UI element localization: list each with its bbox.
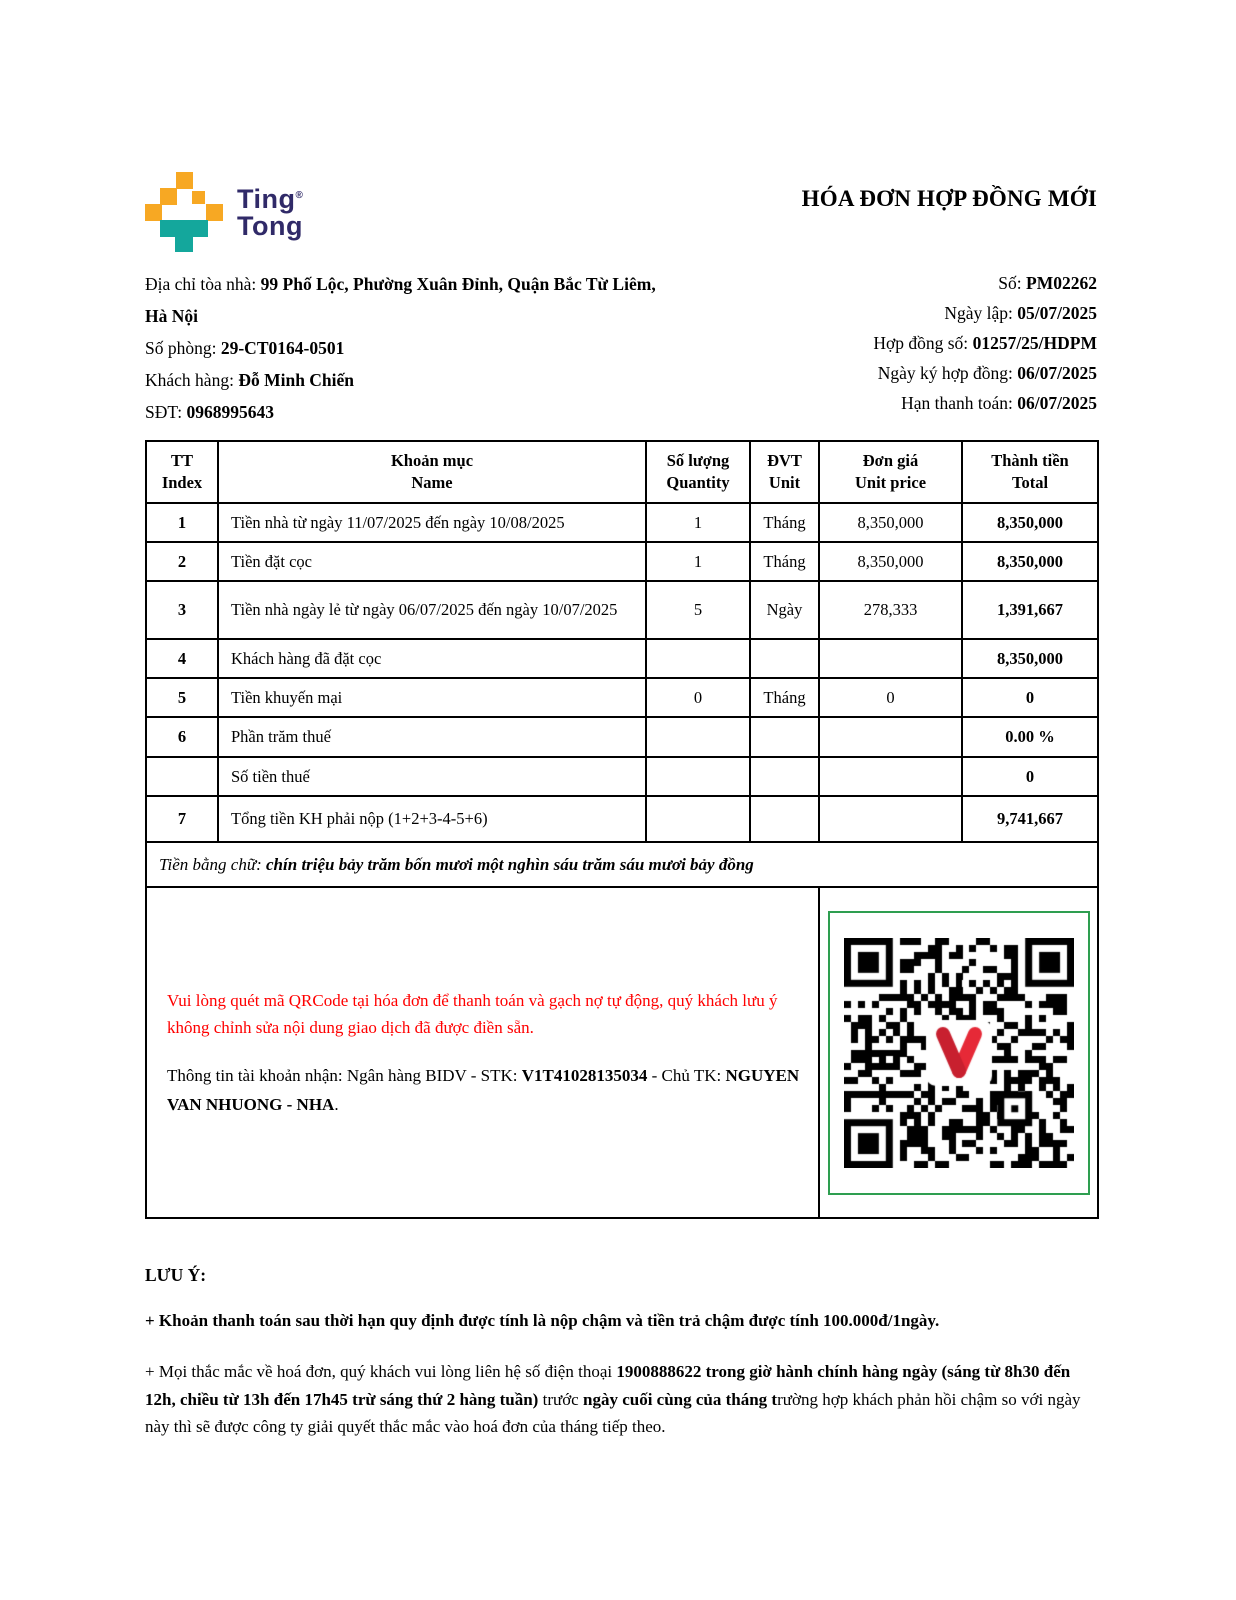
table-row [146,542,1098,581]
cell-unit-price [819,717,962,757]
invoice-table [145,440,1099,1219]
cell-total: 1,391,667 [962,581,1098,639]
note-hotline: + Mọi thắc mắc về hoá đơn, quý khách vui lòng liên hệ số điện thoại 1900888622 trong giờ hành chính hàng ngày (sáng từ 8h30 đến 12h, chiều từ 13h đến 17h45 trừ sáng thứ 2 hàng tuần) trước ngày cuối cùng của tháng trường hợp khách phản hồi chậm so với ngày này thì sẽ được công ty giải quyết thắc mắc vào hoá đơn của tháng tiếp theo. [145,1362,1081,1436]
cell-unit: Tháng [750,542,819,581]
qr-cell [819,887,1098,1218]
info-line-room: Số phòng: 29-CT0164-0501 [145,338,345,358]
amount-in-words-row [146,842,1098,887]
cell-name: Tiền nhà ngày lẻ từ ngày 06/07/2025 đến ngày 10/07/2025 [218,581,646,639]
cell-unit-price: 8,350,000 [819,542,962,581]
cell-unit: Ngày [750,581,819,639]
table-row [146,717,1098,757]
cell-index: 2 [146,542,218,581]
cell-unit-price: 0 [819,678,962,717]
footer-notes [145,1265,1097,1441]
cell-total: 8,350,000 [962,542,1098,581]
customer-info [145,268,675,428]
tingtong-logo [145,172,303,252]
header-total: Thành tiền Total [962,441,1098,503]
info-line-customer: Khách hàng: Đỗ Minh Chiến [145,370,355,390]
qr-frame [828,911,1090,1195]
table-row [146,757,1098,796]
cell-total: 0.00 % [962,717,1098,757]
header-quantity: Số lượng Quantity [646,441,750,503]
cell-name: Tổng tiền KH phải nộp (1+2+3-4-5+6) [218,796,646,842]
header-index: TT Index [146,441,218,503]
cell-quantity [646,639,750,678]
cell-unit-price [819,639,962,678]
cell-unit-price [819,796,962,842]
info-line-issue-date: Ngày lập: 05/07/2025 [944,303,1097,323]
table-row [146,796,1098,842]
info-line-contract-number: Hợp đồng số: 01257/25/HDPM [873,333,1097,353]
cell-unit [750,757,819,796]
cell-name: Tiền khuyến mại [218,678,646,717]
info-line-due-date: Hạn thanh toán: 06/07/2025 [901,393,1097,413]
header-unit-price: Đơn giá Unit price [819,441,962,503]
cell-total: 0 [962,678,1098,717]
registered-mark: ® [295,190,304,201]
cell-unit-price: 278,333 [819,581,962,639]
table-row [146,581,1098,639]
brand-top: Ting [237,184,296,214]
amount-in-words: Tiền bằng chữ: chín triệu bảy trăm bốn mươi một nghìn sáu trăm sáu mươi bảy đồng [146,842,1098,887]
info-line-sign-date: Ngày ký hợp đồng: 06/07/2025 [877,363,1097,383]
cell-name: Tiền đặt cọc [218,542,646,581]
cell-name: Phần trăm thuế [218,717,646,757]
payment-instructions [146,887,819,1218]
payment-row [146,887,1098,1218]
cell-index: 7 [146,796,218,842]
cell-unit [750,717,819,757]
cell-name: Khách hàng đã đặt cọc [218,639,646,678]
info-line-phone: SĐT: 0968995643 [145,402,274,422]
cell-index: 3 [146,581,218,639]
header-name: Khoản mục Name [218,441,646,503]
cell-unit [750,796,819,842]
qr-code [844,938,1074,1168]
contract-info [873,268,1097,428]
table-row [146,639,1098,678]
invoice-header [145,172,1097,248]
cell-index [146,757,218,796]
table-header-row [146,441,1098,503]
cell-name: Tiền nhà từ ngày 11/07/2025 đến ngày 10/08/2025 [218,503,646,542]
cell-quantity: 1 [646,503,750,542]
cell-quantity: 5 [646,581,750,639]
cell-total: 8,350,000 [962,639,1098,678]
cell-total: 8,350,000 [962,503,1098,542]
cell-total: 0 [962,757,1098,796]
cell-index: 1 [146,503,218,542]
info-line-number: Số: PM02262 [998,273,1097,293]
payment-account-text: Thông tin tài khoản nhận: Ngân hàng BIDV - STK: V1T41028135034 - Chủ TK: NGUYEN VAN NHUONG - NHA. [167,1065,800,1114]
cell-unit: Tháng [750,503,819,542]
cell-quantity [646,717,750,757]
cell-index: 5 [146,678,218,717]
cell-index: 6 [146,717,218,757]
cell-quantity: 1 [646,542,750,581]
cell-quantity: 0 [646,678,750,717]
invoice-title: HÓA ĐƠN HỢP ĐỒNG MỚI [801,186,1097,211]
payment-warning-text: Vui lòng quét mã QRCode tại hóa đơn để thanh toán và gạch nợ tự động, quý khách lưu ý không chỉnh sửa nội dung giao dịch đã được điền sẵn. [167,990,778,1037]
cell-unit: Tháng [750,678,819,717]
cell-quantity [646,796,750,842]
notes-heading: LƯU Ý: [145,1265,207,1285]
table-row [146,678,1098,717]
cell-name: Số tiền thuế [218,757,646,796]
cell-index: 4 [146,639,218,678]
brand-bottom: Tong [237,211,303,241]
cell-unit-price: 8,350,000 [819,503,962,542]
header-unit: ĐVT Unit [750,441,819,503]
note-late-payment: + Khoản thanh toán sau thời hạn quy định được tính là nộp chậm và tiền trả chậm được tính 100.000đ/1ngày. [145,1311,940,1330]
cell-unit [750,639,819,678]
invoice-info [145,268,1097,428]
tingtong-logo-wordmark [237,182,303,240]
info-line-address: Địa chỉ tòa nhà: 99 Phố Lộc, Phường Xuân Đỉnh, Quận Bắc Từ Liêm, Hà Nội [145,274,656,326]
cell-quantity [646,757,750,796]
tingtong-logo-icon [145,172,223,252]
table-row [146,503,1098,542]
cell-total: 9,741,667 [962,796,1098,842]
cell-unit-price [819,757,962,796]
